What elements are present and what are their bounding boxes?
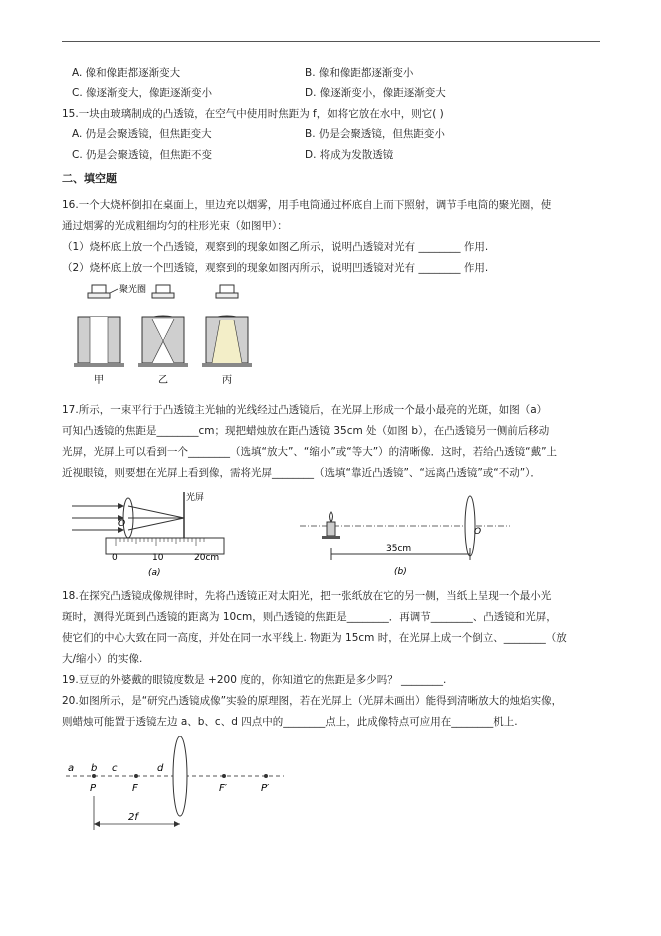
dim-2f: 2f xyxy=(128,812,138,823)
aperture-label: 聚光圈 xyxy=(119,285,147,295)
q17-figure-b xyxy=(296,490,516,578)
beaker-jia xyxy=(74,283,146,386)
lens-center-label: O xyxy=(118,519,126,529)
mark-p: P xyxy=(90,783,97,794)
q18-line2: 斑时，测得光斑到凸透镜的距离为 10cm，则凸透镜的焦距是________．再调节________、凸透镜和光屏， xyxy=(62,611,557,623)
beaker-bing xyxy=(202,285,252,386)
caption-bing: 丙 xyxy=(222,375,232,386)
q17-figure-a xyxy=(66,488,236,580)
q15-stem: 15.一块由玻璃制成的凸透镜，在空气中使用时焦距为 f，如将它放在水中，则它( ) xyxy=(62,108,444,120)
q17-line3: 光屏，光屏上可以看到一个________（选填“放大”、“缩小”或“等大”）的清晰像．这时，若给凸透镜“戴”上 xyxy=(62,446,558,458)
mark-f-prime: F′ xyxy=(219,783,228,794)
ruler-tick-0: 0 xyxy=(112,553,118,563)
q16-figure-beakers xyxy=(70,283,270,391)
caption-jia: 甲 xyxy=(94,375,104,386)
q20-line2: 则蜡烛可能置于透镜左边 a、b、c、d 四点中的________点上，此成像特点可应用在________机上. xyxy=(62,716,518,728)
q18-line4: 大/缩小）的实像. xyxy=(62,653,143,665)
q17-line1: 17.所示，一束平行于凸透镜主光轴的光线经过凸透镜后，在光屏上形成一个最小最亮的光斑，如图（a） xyxy=(62,404,548,416)
q16-line1: 16.一个大烧杯倒扣在桌面上，里边充以烟雾，用手电筒通过杯底自上而下照射，调节手电筒的聚光圈，使 xyxy=(62,199,552,211)
q14-option-b: B. 像和像距都逐渐变小 xyxy=(305,67,414,79)
q16-line4: （2）烧杯底上放一个凹透镜，观察到的现象如图丙所示，说明凹透镜对光有 ________ 作用. xyxy=(62,262,489,274)
mark-f: F xyxy=(132,783,138,794)
beaker-yi xyxy=(138,285,188,386)
q14-option-a: A. 像和像距都逐渐变大 xyxy=(72,67,181,79)
page-top-rule xyxy=(62,41,600,42)
q18-line3: 使它们的中心大致在同一高度，并处在同一水平线上. 物距为 15cm 时，在光屏上成一个倒立、________（放 xyxy=(62,632,567,644)
fig-a-caption: (a) xyxy=(148,568,161,578)
mark-p-prime: P′ xyxy=(261,783,270,794)
q18-line1: 18.在探究凸透镜成像规律时，先将凸透镜正对太阳光，把一张纸放在它的另一侧，当纸上呈现一个最小光 xyxy=(62,590,552,602)
q20-line1: 20.如图所示，是“研究凸透镜成像”实验的原理图，若在光屏上（光屏未画出）能得到清晰放大的烛焰实像， xyxy=(62,695,563,707)
q20-figure-optical-axis xyxy=(62,736,292,836)
q15-option-c: C. 仍是会聚透镜，但焦距不变 xyxy=(72,149,213,161)
lens-center-label-b: O xyxy=(474,527,482,537)
q15-option-a: A. 仍是会聚透镜，但焦距变大 xyxy=(72,128,212,140)
point-c: c xyxy=(112,763,118,774)
point-a: a xyxy=(68,763,75,774)
section-heading-fill-in: 二、填空题 xyxy=(62,172,117,185)
ruler-tick-20: 20cm xyxy=(194,553,220,563)
q16-line3: （1）烧杯底上放一个凸透镜，观察到的现象如图乙所示，说明凸透镜对光有 ________ 作用. xyxy=(62,241,489,253)
q15-option-d: D. 将成为发散透镜 xyxy=(305,149,394,161)
distance-label: 35cm xyxy=(386,544,412,554)
screen-label: 光屏 xyxy=(186,493,205,503)
q17-line2: 可知凸透镜的焦距是________cm；现把蜡烛放在距凸透镜 35cm 处（如图 b），在凸透镜另一侧前后移动 xyxy=(62,425,550,437)
ruler-tick-10: 10 xyxy=(152,553,164,563)
q19-line1: 19.豆豆的外婆戴的眼镜度数是 +200 度的，你知道它的焦距是多少吗？ ________. xyxy=(62,674,447,686)
q17-line4: 近视眼镜，则要想在光屏上看到像，需将光屏________（选填“靠近凸透镜”、“远离凸透镜”或“不动”）． xyxy=(62,467,541,479)
point-b: b xyxy=(91,763,98,774)
point-d: d xyxy=(157,763,164,774)
q15-option-b: B. 仍是会聚透镜，但焦距变小 xyxy=(305,128,445,140)
q14-option-c: C. 像逐渐变大，像距逐渐变小 xyxy=(72,87,213,99)
fig-b-caption: (b) xyxy=(394,567,407,577)
q16-line2: 通过烟雾的光成粗细均匀的柱形光束（如图甲）： xyxy=(62,220,288,232)
caption-yi: 乙 xyxy=(158,375,168,386)
q14-option-d: D. 像逐渐变小，像距逐渐变大 xyxy=(305,87,446,99)
